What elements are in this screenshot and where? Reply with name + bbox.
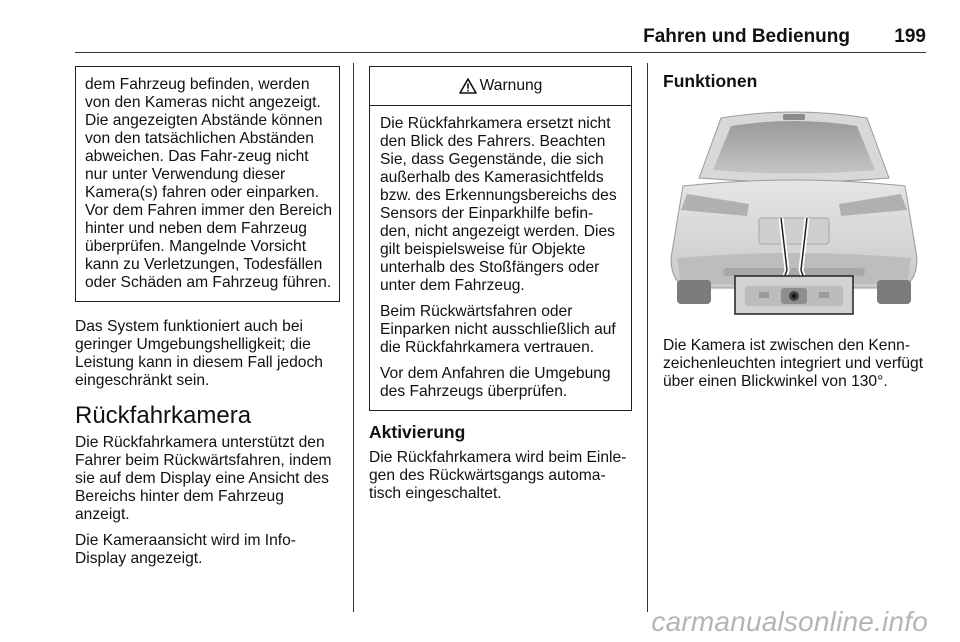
warning-text: Vor dem Anfahren die Umgebung des Fahrzeugs überprüfen.	[380, 365, 611, 400]
rear-camera-car-illustration-icon	[663, 108, 925, 318]
column-divider-1	[353, 63, 354, 612]
column-1	[75, 66, 340, 576]
warning-triangle-icon	[459, 78, 477, 94]
paragraph: Das System funktioniert auch bei geringer Umgebungshelligkeit; die Leistung kann in diesem Fall jedoch eingeschränkt sein.	[75, 318, 323, 389]
column-2	[369, 66, 632, 511]
warning-box-continued	[75, 66, 340, 302]
warning-title: Warnung	[479, 77, 543, 94]
warning-box	[369, 66, 632, 411]
column-divider-2	[647, 63, 648, 612]
subheading: Funktionen	[663, 71, 758, 91]
header-rule	[75, 52, 926, 53]
watermark: carmanualsonline.info	[651, 606, 928, 637]
paragraph: Die Rückfahrkamera unterstützt den Fahrer beim Rückwärtsfahren, indem sie auf dem Display eine Ansicht des Bereichs hinter dem Fahrzeug anzeigt.	[75, 434, 332, 523]
paragraph: Die Kameraansicht wird im Info-Display angezeigt.	[75, 532, 296, 567]
warning-continued-text: dem Fahrzeug befinden, werden von den Kameras nicht angezeigt. Die angezeigten Abstände können von den tatsächlichen Abständen abweichen. Das Fahr-zeug nicht nur unter Verwendung dieser Kamera(s) fahren oder einparken. Vor dem Fahren immer den Bereich hinter und neben dem Fahrzeug überprüfen. Mangelnde Vorsicht kann zu Verletzungen, Todesfällen oder Schäden am Fahrzeug führen.	[85, 76, 333, 291]
section-title: Fahren und Bedienung	[643, 26, 850, 47]
warning-text: Beim Rückwärtsfahren oder Einparken nicht ausschließlich auf die Rückfahrkamera vertrauen.	[380, 303, 616, 356]
paragraph: Die Kamera ist zwischen den Kenn-zeichenleuchten integriert und verfügt über einen Blickwinkel von 130°.	[663, 337, 924, 390]
page-number: 199	[894, 26, 926, 47]
paragraph: Die Rückfahrkamera wird beim Einle-gen des Rückwärtsgangs automa-tisch eingeschaltet.	[369, 449, 627, 502]
section-heading: Rückfahrkamera	[75, 402, 252, 429]
column-3	[663, 66, 928, 399]
warning-text: Die Rückfahrkamera ersetzt nicht den Blick des Fahrers. Beachten Sie, dass Gegenstände, die sich außerhalb des Kamerasichtfelds bzw. des Erkennungsbereichs des Sensors der Einparkhilfe befin-den, nicht angezeigt werden. Dies gilt beispielsweise für Objekte unterhalb des Stoßfängers oder unter dem Fahrzeug.	[380, 115, 617, 294]
warning-header	[370, 67, 631, 106]
subheading: Aktivierung	[369, 422, 466, 442]
